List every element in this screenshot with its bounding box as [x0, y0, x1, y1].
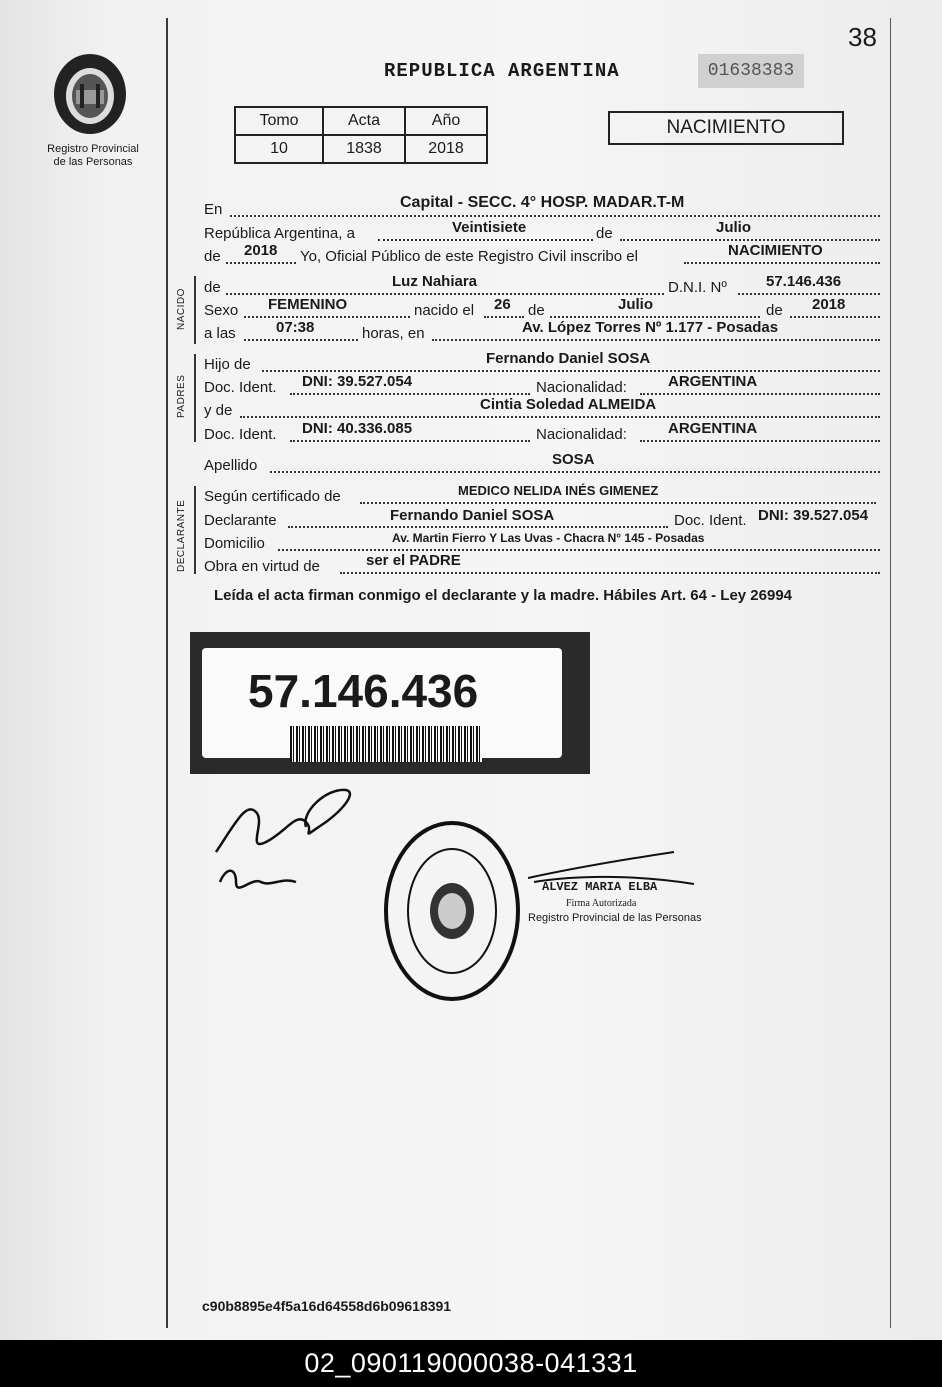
- right-margin-line: [890, 18, 891, 1328]
- acta-header: Acta: [323, 107, 405, 135]
- dotted-line: [640, 393, 880, 395]
- dotted-line: [550, 316, 760, 318]
- province-logo: [50, 50, 130, 138]
- horas-label: horas, en: [362, 325, 425, 342]
- obra-label: Obra en virtud de: [204, 558, 320, 575]
- oficial-text: Yo, Oficial Público de este Registro Civil inscribo el: [300, 248, 638, 265]
- mother-nac-label: Nacionalidad:: [536, 426, 627, 443]
- dotted-line: [432, 339, 880, 341]
- tomo-value: 10: [235, 135, 323, 163]
- apellido-label: Apellido: [204, 457, 258, 474]
- dotted-line: [684, 262, 880, 264]
- dotted-line: [240, 416, 880, 418]
- dotted-line: [270, 471, 880, 473]
- barcode-icon: [290, 726, 482, 762]
- nacido-section-label: NACIDO: [176, 288, 187, 330]
- signature-declarante-icon: [206, 782, 366, 922]
- nacido-de-label-3: de: [766, 302, 783, 319]
- signer-org: Registro Provincial de las Personas: [528, 912, 702, 924]
- birth-month-value: Julio: [618, 296, 654, 313]
- dotted-line: [278, 549, 880, 551]
- official-stamp-icon: [382, 818, 522, 1004]
- closing-note: Leída el acta firman conmigo el declarante y la madre. Hábiles Art. 64 - Ley 26994: [214, 587, 793, 604]
- dotted-line: [230, 215, 880, 217]
- logo-caption: [28, 143, 158, 169]
- footer-bar: 02_090119000038-041331: [0, 1340, 942, 1387]
- dotted-line: [620, 239, 880, 241]
- republica-label: República Argentina, a: [204, 225, 355, 242]
- dotted-line: [640, 440, 880, 442]
- anio-header: Año: [405, 107, 487, 135]
- dotted-line: [340, 572, 880, 574]
- birth-year-value: 2018: [812, 296, 846, 313]
- father-doc-label: Doc. Ident.: [204, 379, 277, 396]
- signer-name: ALVEZ MARIA ELBA: [542, 880, 658, 894]
- obra-value: ser el PADRE: [366, 552, 461, 569]
- record-type-box: NACIMIENTO: [608, 111, 844, 145]
- dotted-line: [226, 293, 664, 295]
- dotted-line: [262, 370, 880, 372]
- nacido-de-label-2: de: [528, 302, 545, 319]
- dotted-line: [244, 339, 358, 341]
- y-de-label: y de: [204, 402, 233, 419]
- father-nac-value: ARGENTINA: [668, 373, 758, 390]
- act-value: NACIMIENTO: [728, 242, 823, 259]
- mother-name-value: Cintia Soledad ALMEIDA: [480, 396, 657, 413]
- dotted-line: [226, 262, 296, 264]
- declarante-doc-label: Doc. Ident.: [674, 512, 747, 529]
- logo-caption-line2: de las Personas: [53, 156, 133, 168]
- cert-label: Según certificado de: [204, 488, 341, 505]
- de2-label: de: [204, 248, 221, 265]
- a-las-label: a las: [204, 325, 236, 342]
- section-bracket: [194, 486, 196, 574]
- hijo-de-label: Hijo de: [204, 356, 251, 373]
- dni-sticker: [190, 632, 590, 774]
- birth-place-value: Av. López Torres Nº 1.177 - Posadas: [522, 319, 779, 336]
- mother-doc-value: DNI: 40.336.085: [302, 420, 413, 437]
- acta-value: 1838: [323, 135, 405, 163]
- mother-nac-value: ARGENTINA: [668, 420, 758, 437]
- nacido-el-label: nacido el: [414, 302, 475, 319]
- dotted-line: [290, 440, 530, 442]
- declarante-doc-value: DNI: 39.527.054: [758, 507, 869, 524]
- child-dni-value: 57.146.436: [766, 273, 842, 290]
- father-doc-value: DNI: 39.527.054: [302, 373, 413, 390]
- tomo-header: Tomo: [235, 107, 323, 135]
- day-value: Veintisiete: [452, 219, 527, 236]
- dotted-line: [738, 293, 880, 295]
- record-table-value-row: [235, 135, 487, 163]
- apellido-value: SOSA: [552, 451, 595, 468]
- dotted-line: [360, 502, 876, 504]
- dotted-line: [790, 316, 880, 318]
- document-hash: c90b8895e4f5a16d64558d6b09618391: [202, 1298, 452, 1314]
- section-bracket: [194, 276, 196, 344]
- dotted-line: [290, 393, 530, 395]
- domicilio-value: Av. Martin Fierro Y Las Uvas - Chacra N° 145 - Posadas: [392, 531, 705, 545]
- dni-sticker-inner: [202, 648, 562, 758]
- document-title: REPUBLICA ARGENTINA: [384, 60, 620, 82]
- cert-value: MEDICO NELIDA INÉS GIMENEZ: [458, 483, 659, 498]
- de-label: de: [596, 225, 613, 242]
- record-table-header-row: [235, 107, 487, 135]
- record-table: [234, 106, 488, 164]
- birth-day-value: 26: [494, 296, 511, 313]
- dotted-line: [288, 526, 668, 528]
- child-name-value: Luz Nahiara: [392, 273, 478, 290]
- signer-role: Firma Autorizada: [566, 898, 637, 909]
- father-nac-label: Nacionalidad:: [536, 379, 627, 396]
- anio-value: 2018: [405, 135, 487, 163]
- month-value: Julio: [716, 219, 752, 236]
- serial-number: 01638383: [698, 54, 804, 88]
- dotted-line: [484, 316, 524, 318]
- dni-sticker-number: 57.146.436: [248, 665, 479, 717]
- page-number: 38: [848, 22, 877, 52]
- padres-section-label: PADRES: [176, 374, 187, 418]
- year-value: 2018: [244, 242, 278, 259]
- sexo-label: Sexo: [204, 302, 239, 319]
- en-label: En: [204, 201, 223, 218]
- declarante-label: Declarante: [204, 512, 277, 529]
- declarante-section-label: DECLARANTE: [176, 499, 187, 572]
- sexo-value: FEMENINO: [268, 296, 348, 313]
- section-bracket: [194, 354, 196, 442]
- domicilio-label: Domicilio: [204, 535, 265, 552]
- dni-label: D.N.I. Nº: [668, 279, 727, 296]
- dotted-line: [378, 239, 593, 241]
- mother-doc-label: Doc. Ident.: [204, 426, 277, 443]
- birth-time-value: 07:38: [276, 319, 315, 336]
- province-coat-of-arms-icon: [50, 50, 130, 138]
- dotted-line: [244, 316, 410, 318]
- father-name-value: Fernando Daniel SOSA: [486, 350, 651, 367]
- declarante-value: Fernando Daniel SOSA: [390, 507, 555, 524]
- logo-caption-line1: Registro Provincial: [47, 143, 139, 155]
- en-value: Capital - SECC. 4° HOSP. MADAR.T-M: [400, 194, 685, 211]
- nacido-de-label: de: [204, 279, 221, 296]
- left-margin-line: [166, 18, 168, 1328]
